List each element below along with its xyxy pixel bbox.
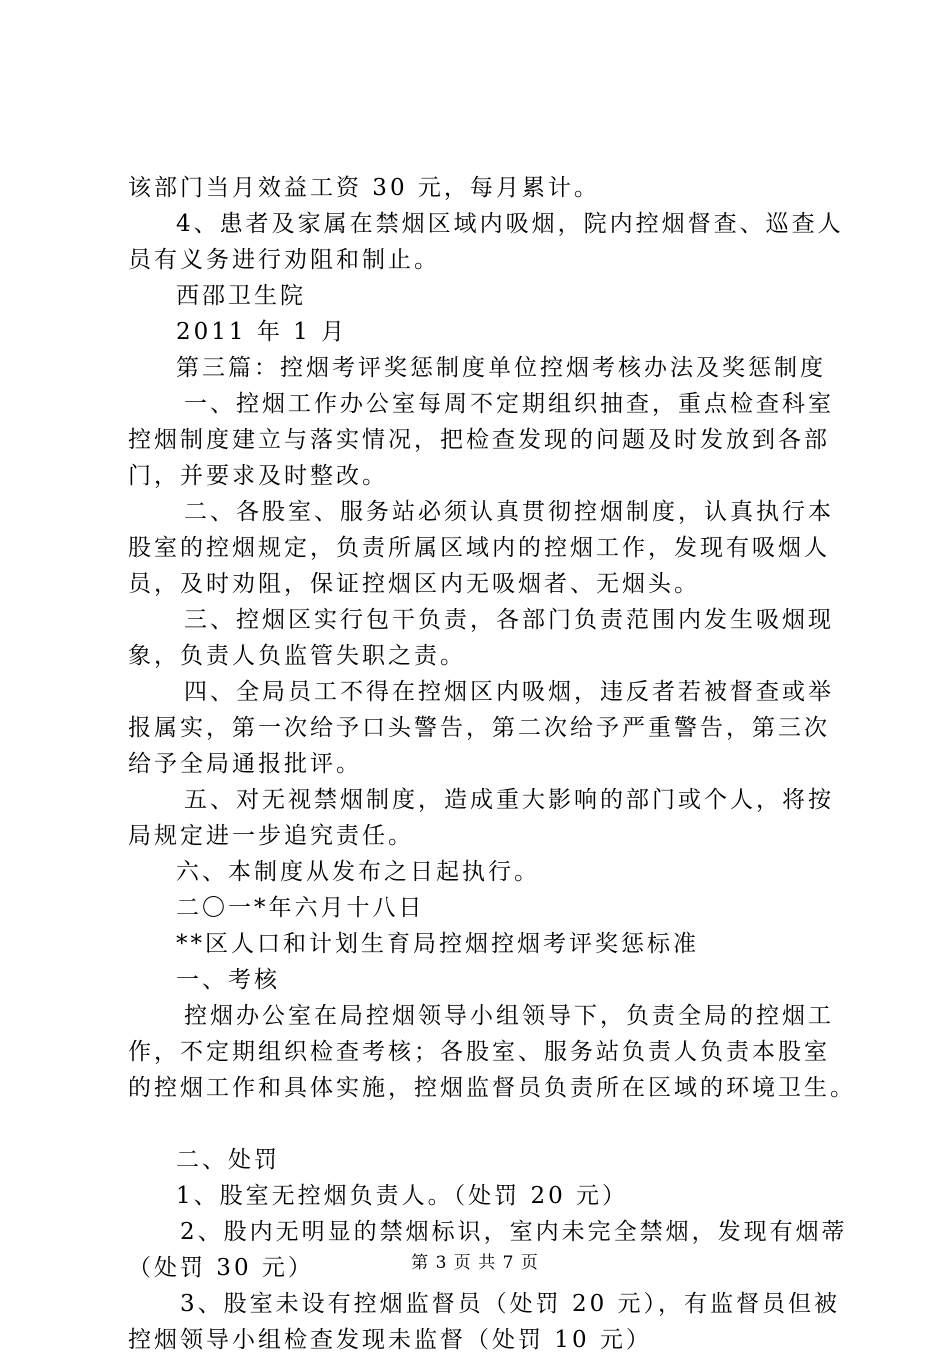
text-line: 3、股室未设有控烟监督员（处罚 20 元），有监督员但被	[180, 1291, 841, 1317]
document-body	[128, 170, 856, 1358]
text-line: 控烟办公室在局控烟领导小组领导下，负责全局的控烟工	[184, 1003, 834, 1029]
text-line: 象，负责人负监管失职之责。	[128, 643, 466, 669]
page-number-footer: 第 3 页 共 7 页	[411, 1253, 539, 1273]
subsection-heading: 一、考核	[176, 967, 280, 993]
text-line: 控烟制度建立与落实情况，把检查发现的问题及时发放到各部	[128, 427, 830, 453]
text-line: 门，并要求及时整改。	[128, 463, 388, 489]
section-heading: 第三篇：控烟考评奖惩制度单位控烟考核办法及奖惩制度	[176, 355, 826, 381]
text-line: 五、对无视禁烟制度，造成重大影响的部门或个人，将按	[184, 787, 834, 813]
section-heading: **区人口和计划生育局控烟控烟考评奖惩标准	[176, 931, 699, 957]
text-line: 报属实，第一次给予口头警告，第二次给予严重警告，第三次	[128, 715, 830, 741]
text-line: 控烟领导小组检查发现未监督（处罚 10 元）	[128, 1327, 652, 1353]
text-line: 的控烟工作和具体实施，控烟监督员负责所在区域的环境卫生。	[128, 1075, 856, 1101]
text-line: 给予全局通报批评。	[128, 751, 362, 777]
text-line: 股室的控烟规定，负责所属区域内的控烟工作，发现有吸烟人	[128, 535, 830, 561]
text-line: 六、本制度从发布之日起执行。	[176, 859, 540, 885]
text-line: （处罚 30 元）	[128, 1255, 314, 1281]
subsection-heading: 二、处罚	[176, 1147, 280, 1173]
text-line: 2、股内无明显的禁烟标识，室内未完全禁烟，发现有烟蒂	[180, 1219, 848, 1245]
text-line: 员，及时劝阻，保证控烟区内无吸烟者、无烟头。	[128, 571, 700, 597]
document-date: 二〇一*年六月十八日	[176, 895, 425, 921]
signature-date: 2011 年 1 月	[176, 319, 348, 345]
text-line: 员有义务进行劝阻和制止。	[128, 247, 440, 273]
text-line: 一、控烟工作办公室每周不定期组织抽查，重点检查科室	[184, 391, 834, 417]
text-line: 三、控烟区实行包干负责，各部门负责范围内发生吸烟现	[184, 607, 834, 633]
text-line: 4、患者及家属在禁烟区域内吸烟，院内控烟督查、巡查人	[176, 211, 844, 237]
text-line: 该部门当月效益工资 30 元，每月累计。	[128, 175, 600, 201]
text-line: 二、各股室、服务站必须认真贯彻控烟制度，认真执行本	[184, 499, 834, 525]
paragraph-gap	[128, 1106, 828, 1142]
text-line: 局规定进一步追究责任。	[128, 823, 414, 849]
text-line: 四、全局员工不得在控烟区内吸烟，违反者若被督查或举	[184, 679, 834, 705]
text-line: 作，不定期组织检查考核；各股室、服务站负责人负责本股室	[128, 1039, 830, 1065]
signature-org: 西邵卫生院	[176, 283, 306, 309]
text-line: 1、股室无控烟负责人。（处罚 20 元）	[176, 1183, 629, 1209]
